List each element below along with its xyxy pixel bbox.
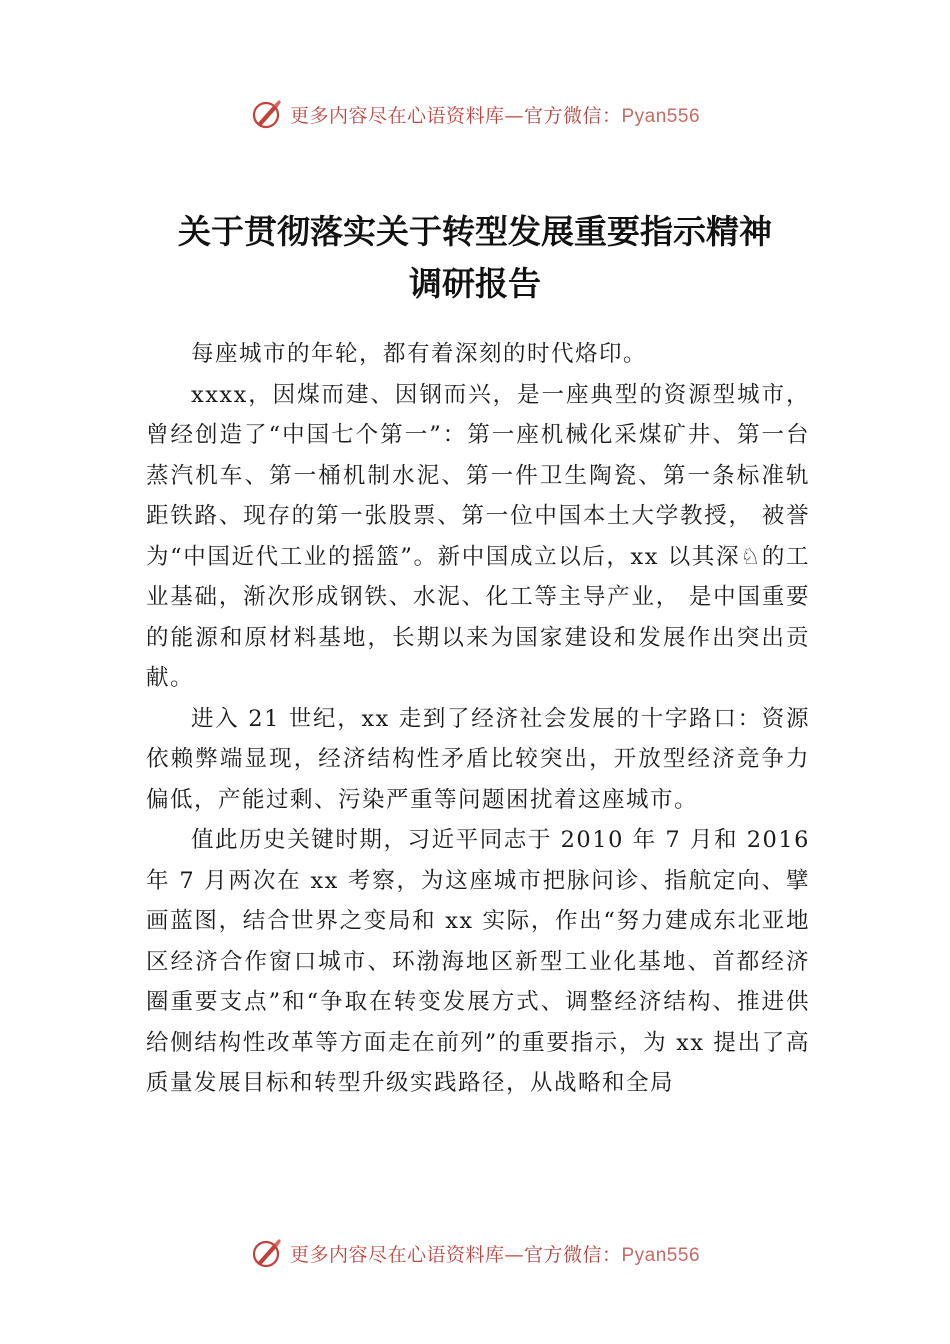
document-body xyxy=(146,334,810,1104)
paragraph-2: xxxx，因煤而建、因钢而兴，是一座典型的资源型城市，曾经创造了“中国七个第一”：第一座机械化采煤矿井、第一台蒸汽机车、第一桶机制水泥、第一件卫生陶瓷、第一条标准轨距铁路、现存的第一张股票、第一位中国本土大学教授， 被誉为“中国近代工业的摇篮”。新中国成立以后，xx 以其深♘的工业基础，渐次形成钢铁、水泥、化工等主导产业， 是中国重要的能源和原材料基地，长期以来为国家建设和发展作出突出贡献。 xyxy=(146,381,810,691)
pen-logo-icon xyxy=(250,97,284,131)
banner-dash: — xyxy=(504,1243,524,1266)
banner-main-text: 更多内容尽在心语资料库 xyxy=(289,104,505,127)
paragraph-1: 每座城市的年轮，都有着深刻的时代烙印。 xyxy=(191,341,648,367)
document-title xyxy=(0,206,950,310)
paragraph-3: 进入 21 世纪，xx 走到了经济社会发展的十字路口：资源依赖弊端显现，经济结构性矛盾比较突出，开放型经济竞争力偏低，产能过剩、污染严重等问题困扰着这座城市。 xyxy=(146,705,810,813)
banner-handle: Pyan556 xyxy=(621,1244,701,1266)
banner-handle: Pyan556 xyxy=(621,105,701,127)
title-line-2: 调研报告 xyxy=(409,264,541,303)
banner-text xyxy=(290,101,700,128)
pen-logo-icon xyxy=(250,1236,284,1270)
banner-text xyxy=(290,1240,700,1267)
title-line-1: 关于贯彻落实关于转型发展重要指示精神 xyxy=(178,212,772,251)
footer-banner xyxy=(0,1233,950,1273)
banner-sub-text: 官方微信： xyxy=(523,1243,622,1266)
banner-sub-text: 官方微信： xyxy=(523,104,622,127)
banner-dash: — xyxy=(504,104,524,127)
header-banner xyxy=(0,94,950,134)
banner-main-text: 更多内容尽在心语资料库 xyxy=(289,1243,505,1266)
paragraph-4: 值此历史关键时期，习近平同志于 2010 年 7 月和 2016 年 7 月两次在 xx 考察，为这座城市把脉问诊、指航定向、擘画蓝图，结合世界之变局和 xx 实际，作出“努力建成东北亚地区经济合作窗口城市、环渤海地区新型工业化基地、首都经济圈重要支点”和“争取在转变发展方式、调整经济结构、推进供给侧结构性改革等方面走在前列”的重要指示，为 xx 提出了高质量发展目标和转型升级实践路径，从战略和全局 xyxy=(146,827,810,1096)
